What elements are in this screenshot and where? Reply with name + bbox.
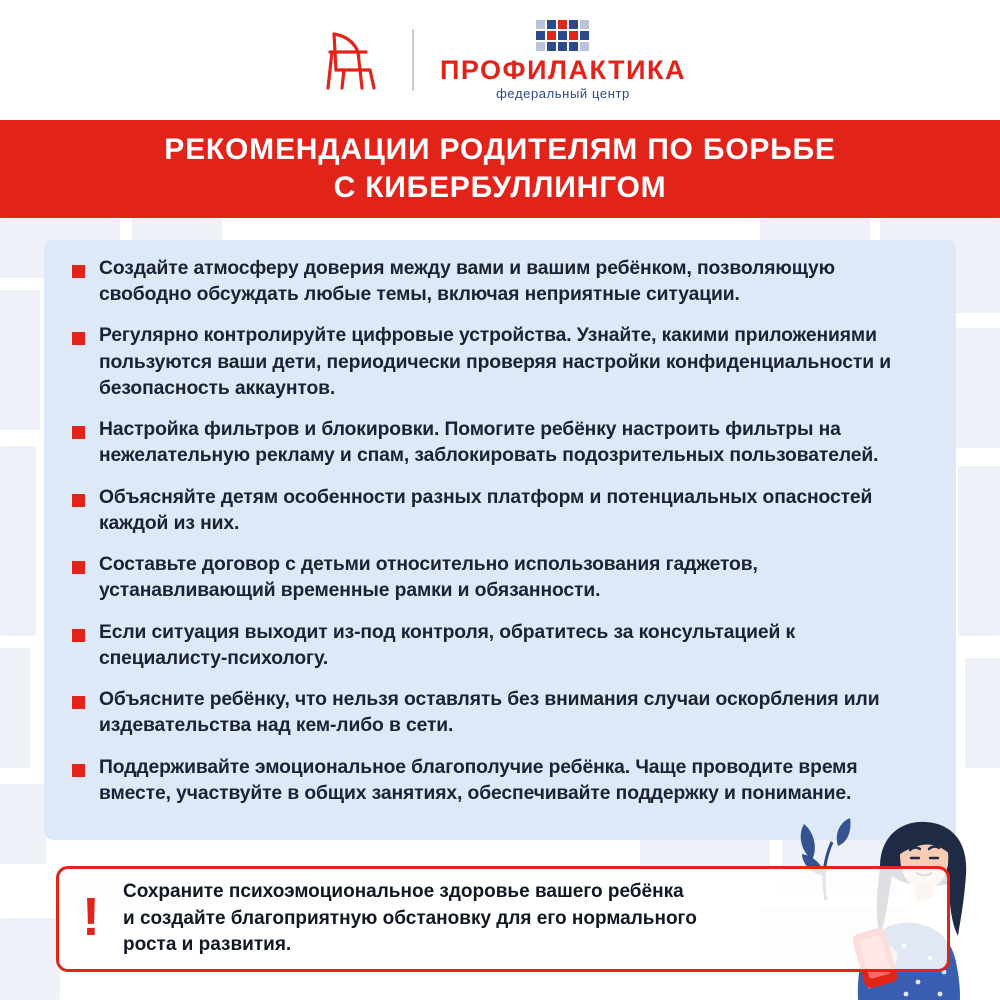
logo-divider bbox=[412, 29, 414, 91]
list-item bbox=[72, 323, 928, 402]
bullet-square-icon bbox=[72, 561, 85, 574]
page-title-line-1: РЕКОМЕНДАЦИИ РОДИТЕЛЯМ ПО БОРЬБЕ bbox=[164, 132, 836, 166]
brand-subtitle: федеральный центр bbox=[496, 85, 630, 101]
list-item-text: Составьте договор с детьми относительно использования гаджетов, устанавливающий временные рамки и обязанности. bbox=[99, 554, 758, 602]
callout-line-1: Сохраните психоэмоциональное здоровье вашего ребёнка bbox=[123, 881, 684, 903]
list-item bbox=[72, 687, 928, 739]
brand-name: ПРОФИЛАКТИКА bbox=[440, 54, 686, 85]
list-item-text: Регулярно контролируйте цифровые устройства. Узнайте, какими приложениями пользуются ваши дети, периодически проверяя настройки конфиденциальности и безопасность аккаунтов. bbox=[99, 325, 891, 399]
recommendations-card bbox=[44, 240, 956, 840]
list-item bbox=[72, 417, 928, 469]
list-item-text: Настройка фильтров и блокировки. Помогите ребёнку настроить фильтры на нежелательную рекламу и спам, заблокировать подозрительных пользователей. bbox=[99, 419, 879, 467]
brand-lockup bbox=[440, 20, 686, 101]
page-title-line-2: С КИБЕРБУЛЛИНГОМ bbox=[333, 171, 667, 204]
callout-box bbox=[56, 866, 950, 972]
list-item-text: Объясните ребёнку, что нельзя оставлять без внимания случаи оскорбления или издевательства над кем-либо в сети. bbox=[99, 689, 880, 737]
logo-bar bbox=[0, 0, 1000, 120]
list-item bbox=[72, 485, 928, 537]
pixel-grid-icon bbox=[536, 20, 589, 51]
callout-line-2: и создайте благоприятную обстановку для его нормального bbox=[123, 907, 697, 929]
list-item-text: Поддерживайте эмоциональное благополучие ребёнка. Чаще проводите время вместе, участвуйте в общих занятиях, обеспечивайте поддержку и понимание. bbox=[99, 756, 858, 804]
callout-text bbox=[123, 879, 697, 959]
bullet-square-icon bbox=[72, 696, 85, 709]
page-title bbox=[0, 120, 1000, 218]
bullet-square-icon bbox=[72, 332, 85, 345]
bullet-square-icon bbox=[72, 494, 85, 507]
bullet-square-icon bbox=[72, 764, 85, 777]
list-item bbox=[72, 552, 928, 604]
list-item bbox=[72, 256, 928, 308]
list-item-text: Создайте атмосферу доверия между вами и вашим ребёнком, позволяющую свободно обсуждать любые темы, включая неприятные ситуации. bbox=[99, 258, 835, 306]
list-item-text: Объясняйте детям особенности разных платформ и потенциальных опасностей каждой из них. bbox=[99, 486, 873, 534]
list-item bbox=[72, 620, 928, 672]
chair-line-icon bbox=[314, 26, 386, 94]
callout-line-3: роста и развития. bbox=[123, 934, 292, 956]
bullet-square-icon bbox=[72, 426, 85, 439]
recommendations-list bbox=[72, 256, 928, 822]
list-item-text: Если ситуация выходит из-под контроля, обратитесь за консультацией к специалисту-психологу. bbox=[99, 621, 796, 669]
exclamation-mark-icon: ! bbox=[82, 887, 100, 947]
bullet-square-icon bbox=[72, 629, 85, 642]
bullet-square-icon bbox=[72, 265, 85, 278]
